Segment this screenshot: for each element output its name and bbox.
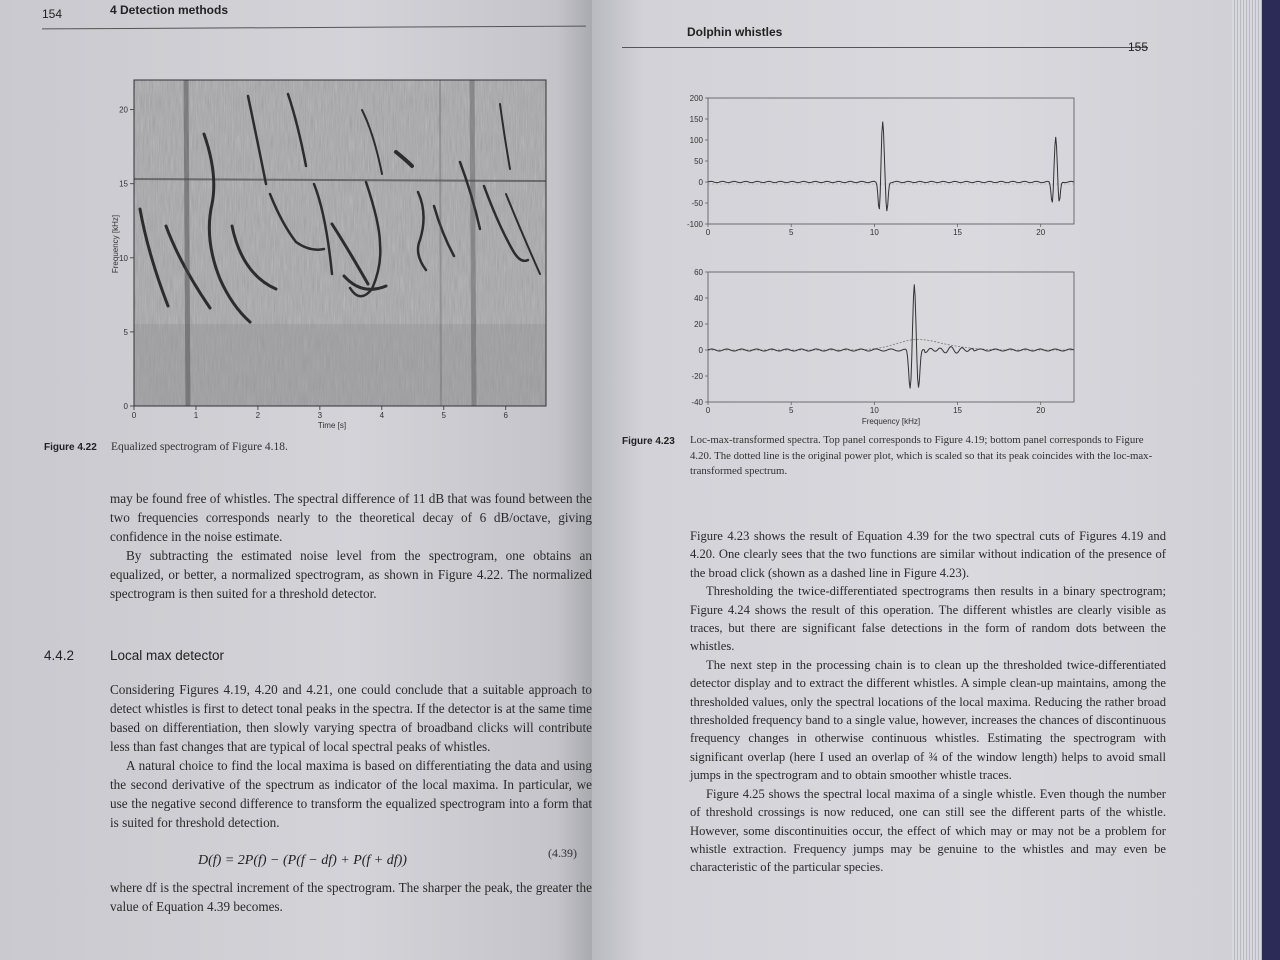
right-paragraph-4: Figure 4.25 shows the spectral local maxima of a single whistle. Even though the number of threshold crossings is now reduced, one can still see the different parts of the whistle. However, some discontinuities occur, the effect of which may or may not be a problem for whistle extraction. Frequency jumps may be genuine to the whistles and may even be characteristic of the particular species.	[690, 786, 1166, 875]
top-y-tick-label: 50	[694, 157, 703, 166]
right-paragraph-3: The next step in the processing chain is to clean up the thresholded twice-differentiated detector display and to extract the different whistles. A simple clean-up maintains, among the thresholded values, only the spectral locations of the local maxima. Reducing the rather broad thresholded frequency band to a single value, however, increases the chances of discontinuous frequency changes in otherwise continuous whistles. Estimating the spectrogram with significant overlap (here I used an overlap of ¾ of the window length) helps to avoid small jumps in the spectrogram and to obtain smoother whistle traces.	[690, 657, 1166, 783]
spectrogram-x-tick-label: 3	[317, 411, 323, 420]
left-page	[0, 0, 592, 960]
spectrogram-y-tick-label: 15	[119, 179, 128, 189]
left-text-block-1	[110, 489, 592, 603]
running-head-right: Dolphin whistles	[687, 25, 783, 39]
spectrogram-x-tick-label: 0	[131, 411, 137, 420]
spectrogram-figure	[100, 74, 560, 434]
spectrogram-ylabel: Frequency [kHz]	[111, 214, 120, 274]
spectrogram-y-tick-label: 0	[123, 402, 128, 411]
locmax-figure	[674, 92, 1084, 428]
spectrogram-y-tick-label: 10	[119, 253, 128, 263]
left-paragraph-3: Considering Figures 4.19, 4.20 and 4.21, one could conclude that a suitable approach to detect whistles is first to detect tonal peaks in the spectra. If the detector is at the same time based on differentiation, then slowly varying spectra of broadband clicks will contribute less than fast changes that are typical of local spectral peaks of whistles.	[110, 682, 592, 754]
spectrogram-plot-area	[134, 80, 546, 406]
left-text-block-3	[110, 878, 592, 916]
spectrogram-x-tick-label: 5	[441, 411, 447, 420]
locmax-xlabel: Frequency [kHz]	[861, 417, 921, 426]
top-y-tick-label: 0	[698, 178, 703, 187]
left-paragraph-4: A natural choice to find the local maxima is based on differentiating the data and using the second derivative of the spectrum as indicator of the local maxima. In particular, we use the negative second difference to transform the equalized spectrogram into a form that is suited for threshold detection.	[110, 758, 592, 830]
bottom-panel	[708, 272, 1074, 402]
left-paragraph-1: may be found free of whistles. The spectral difference of 11 dB that was found between the two frequencies corresponds nearly to the theoretical decay of 6 dB/octave, giving confidence in the noise estimate.	[110, 491, 592, 544]
top-x-tick-label: 20	[1036, 228, 1046, 237]
top-panel	[708, 98, 1074, 224]
bottom-y-tick-label: -40	[691, 398, 703, 407]
spectrogram-x-tick-label: 1	[193, 411, 199, 420]
spectrogram-x-tick-label: 2	[255, 411, 261, 420]
section-title: Local max detector	[110, 648, 225, 663]
bottom-x-tick-label: 10	[869, 406, 879, 415]
left-paragraph-2: By subtracting the estimated noise level from the spectrogram, one obtains an equalized, or better, a normalized spectrogram, as shown in Figure 4.22. The normalized spectrogram is then suited for a threshold detector.	[110, 548, 592, 601]
right-text-block	[690, 527, 1166, 877]
right-paragraph-2: Thresholding the twice-differentiated spectrograms then results in a binary spectrogram; Figure 4.24 shows the result of this operation. The different whistles are clearly visible as traces, but there are significant false detections in the form of random dots between the whistles.	[690, 584, 1166, 654]
right-paragraph-1: Figure 4.23 shows the result of Equation 4.39 for the two spectral cuts of Figures 4.19 and 4.20. One clearly sees that the two functions are similar without indication of the presence of the broad click (shown as a dashed line in Figure 4.23).	[690, 529, 1166, 580]
spectrogram-y-tick-label: 20	[119, 105, 128, 115]
top-x-tick-label: 5	[788, 228, 794, 237]
header-rule-left	[42, 26, 586, 30]
bottom-x-tick-label: 20	[1036, 406, 1046, 415]
bottom-y-tick-label: 20	[694, 320, 703, 329]
top-y-tick-label: 100	[689, 136, 703, 145]
bottom-locmax-curve	[708, 284, 1074, 388]
right-page	[592, 0, 1232, 960]
locmax-axes	[687, 94, 1046, 415]
header-rule-right	[622, 47, 1148, 48]
bottom-y-tick-label: -20	[691, 372, 703, 381]
figure-422-caption: Equalized spectrogram of Figure 4.18.	[111, 441, 288, 453]
figure-423-caption: Loc-max-transformed spectra. Top panel corresponds to Figure 4.19; bottom panel corresponds to Figure 4.20. The dotted line is the original power plot, which is scaled so that its peak coincides with the loc-max-transformed spectrum.	[690, 434, 1153, 477]
section-number: 4.4.2	[44, 648, 75, 663]
bottom-y-tick-label: 60	[694, 268, 703, 277]
figure-423-label: Figure 4.23	[622, 436, 675, 447]
equation-439: D(f) = 2P(f) − (P(f − df) + P(f + df))	[198, 853, 407, 868]
top-y-tick-label: -100	[686, 220, 703, 229]
top-y-tick-label: -50	[691, 199, 703, 208]
chapter-heading: 4 Detection methods	[110, 3, 229, 17]
bottom-x-tick-label: 5	[788, 406, 794, 415]
bottom-y-tick-label: 40	[694, 294, 703, 303]
page-number-right: 155	[1128, 40, 1149, 54]
original-power-dotted-line	[708, 339, 1074, 350]
left-paragraph-5: where df is the spectral increment of the spectrogram. The sharper the peak, the greater the value of Equation 4.39 becomes.	[110, 880, 592, 914]
top-x-tick-label: 10	[869, 228, 879, 237]
book-cover-edge	[1262, 0, 1280, 960]
equation-number: (4.39)	[548, 846, 577, 860]
top-y-tick-label: 200	[689, 94, 703, 103]
top-locmax-curve	[708, 122, 1074, 212]
spectrogram-xlabel: Time [s]	[317, 421, 347, 430]
bottom-y-tick-label: 0	[698, 346, 703, 355]
spectrogram-y-tick-label: 5	[123, 327, 128, 337]
bottom-x-tick-label: 0	[705, 406, 711, 415]
page-number-left: 154	[42, 7, 63, 21]
top-x-tick-label: 0	[705, 228, 711, 237]
top-y-tick-label: 150	[689, 115, 703, 124]
top-x-tick-label: 15	[953, 228, 962, 237]
bottom-x-tick-label: 15	[953, 406, 962, 415]
spectrogram-x-tick-label: 6	[503, 411, 508, 420]
figure-422-label: Figure 4.22	[44, 442, 97, 453]
spectrogram-x-tick-label: 4	[379, 411, 385, 420]
left-text-block-2	[110, 680, 592, 832]
